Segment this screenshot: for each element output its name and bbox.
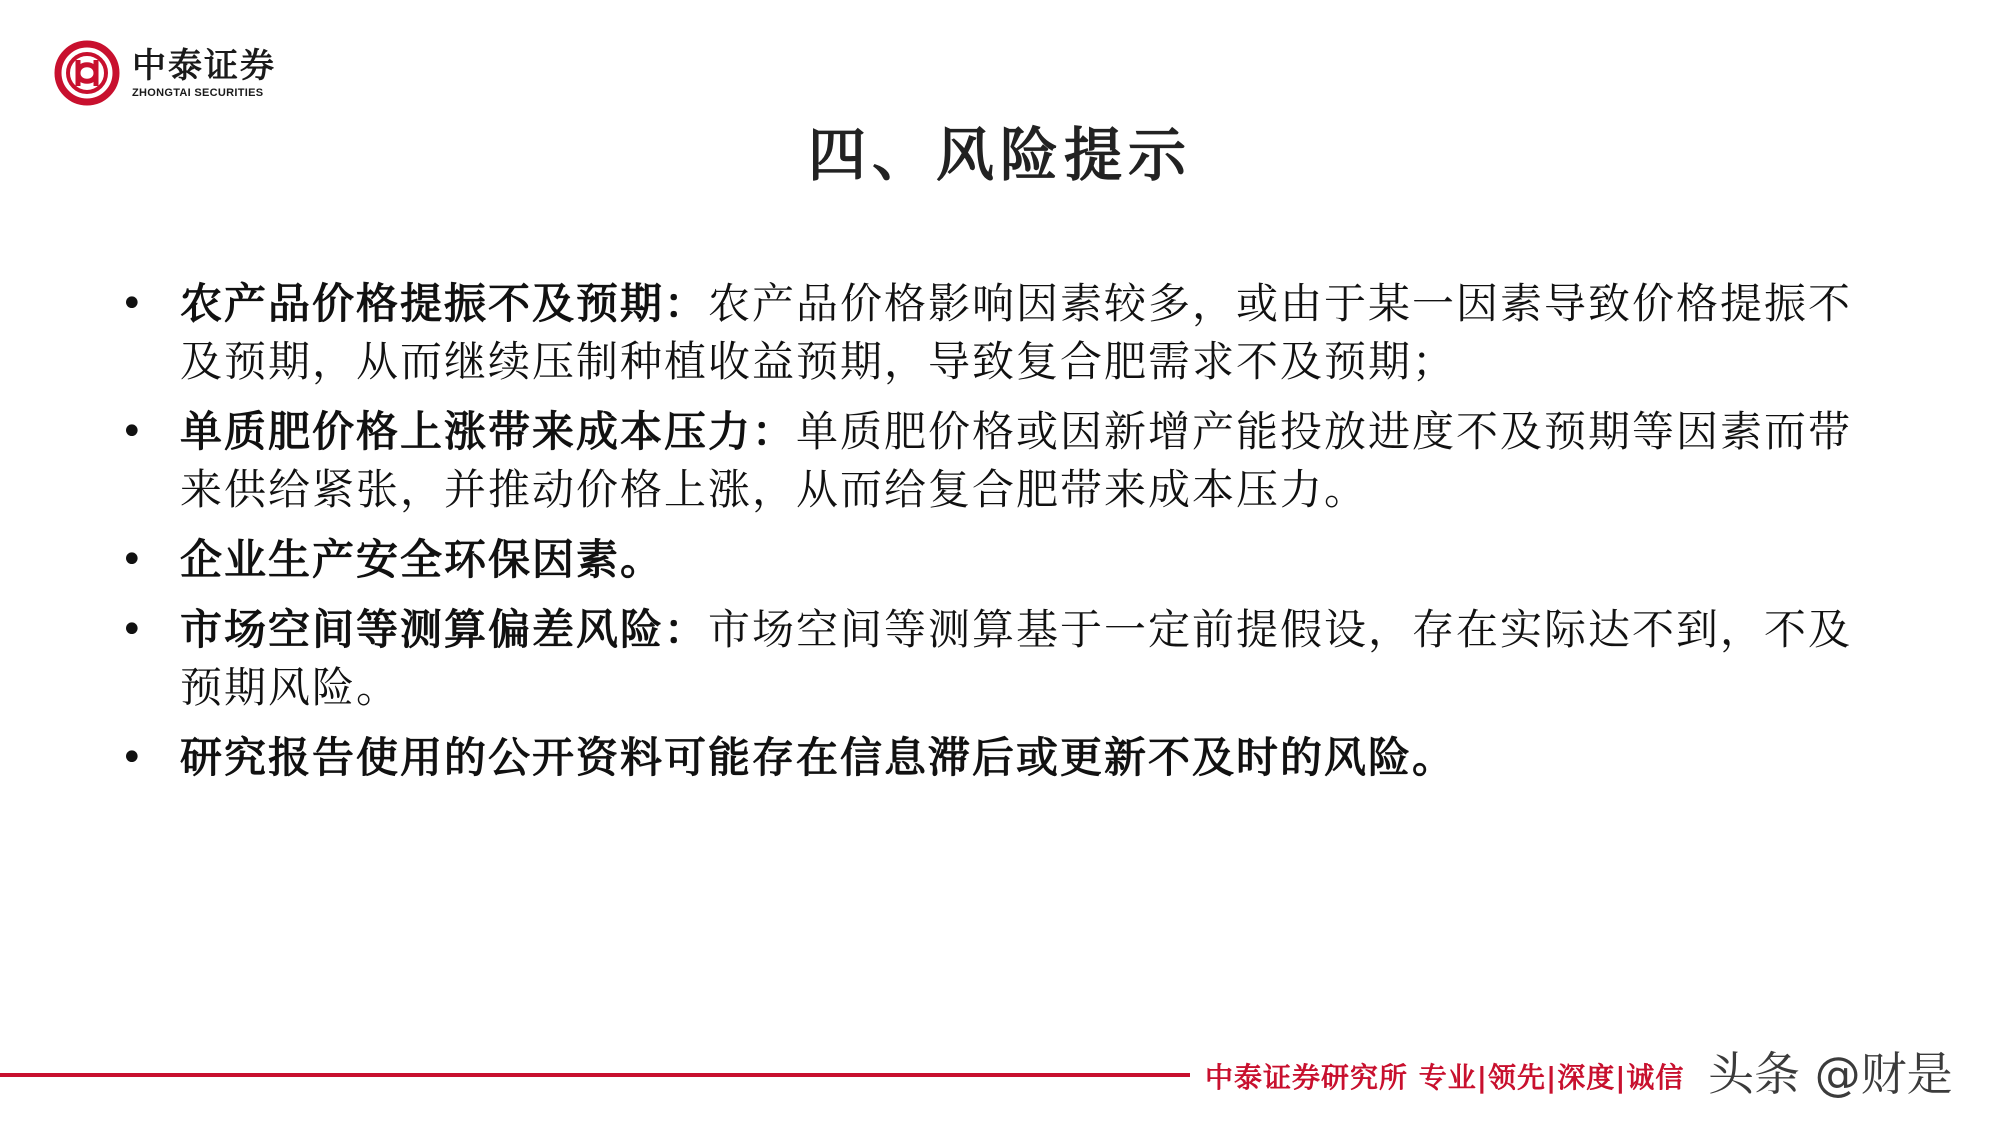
bullet-icon: • (120, 537, 146, 583)
bullet-icon: • (120, 735, 146, 781)
list-item (120, 403, 1860, 519)
bullet-heading: 市场空间等测算偏差风险： (180, 605, 709, 654)
risk-list (120, 275, 1860, 799)
logo-name-en: ZHONGTAI SECURITIES (132, 87, 264, 99)
bullet-heading: 农产品价格提振不及预期： (180, 279, 709, 328)
logo-name-cn: 中泰证券 (132, 46, 276, 86)
footer-divider (0, 1073, 1190, 1077)
logo-text (132, 46, 276, 100)
bullet-icon: • (120, 607, 146, 653)
bullet-icon: • (120, 281, 146, 327)
list-item (120, 601, 1860, 717)
page-title: 四、风险提示 (807, 121, 1192, 189)
bullet-heading: 单质肥价格上涨带来成本压力： (180, 407, 797, 456)
list-item (120, 275, 1860, 391)
bullet-heading: 企业生产安全环保因素。 (180, 535, 665, 584)
list-item (120, 729, 1860, 787)
footer-slogan: 中泰证券研究所 专业|领先|深度|诚信 (1205, 1061, 1685, 1094)
zhongtai-logo-icon (54, 40, 120, 106)
bullet-body: 单质肥价格或因新增产能投放进度不及预期等因素而带来供给紧张，并推动价格上涨，从而给复合肥带来成本压力。 (180, 407, 1853, 514)
bullet-icon: • (120, 409, 146, 455)
bullet-body: 农产品价格影响因素较多，或由于某一因素导致价格提振不及预期，从而继续压制种植收益预期，导致复合肥需求不及预期； (180, 279, 1853, 386)
company-logo (54, 40, 276, 106)
list-item (120, 531, 1860, 589)
watermark: 头条 @财是 (1708, 1047, 1953, 1101)
bullet-heading: 研究报告使用的公开资料可能存在信息滞后或更新不及时的风险。 (180, 733, 1457, 782)
bullet-body: 市场空间等测算基于一定前提假设，存在实际达不到，不及预期风险。 (180, 605, 1853, 712)
